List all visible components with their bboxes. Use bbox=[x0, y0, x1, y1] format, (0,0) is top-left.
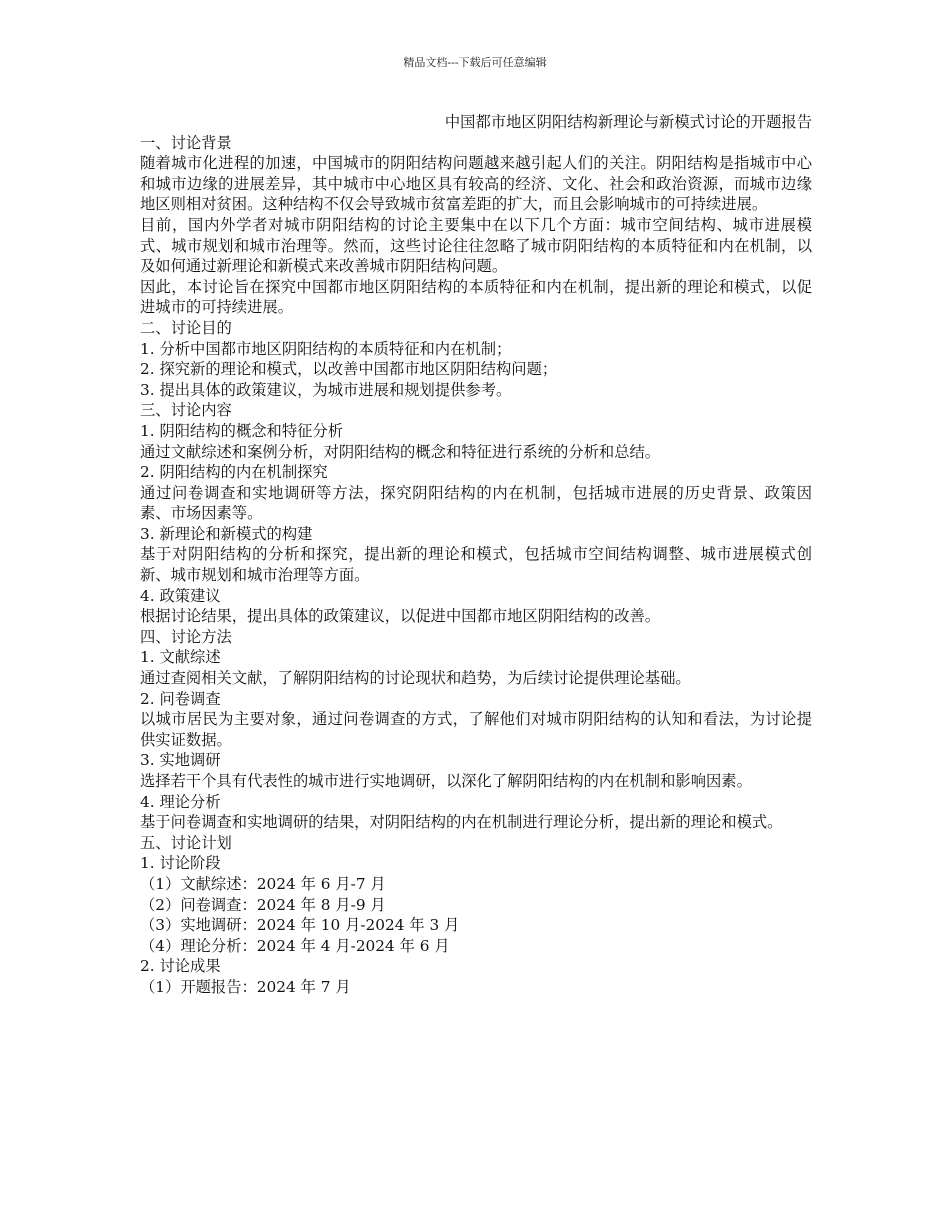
paragraph: 基于问卷调查和实地调研的结果，对阴阳结构的内在机制进行理论分析，提出新的理论和模式。 bbox=[140, 813, 783, 832]
text-line: 2. 阴阳结构的内在机制探究 bbox=[140, 463, 328, 482]
text-line: 1. 文献综述 bbox=[140, 648, 221, 667]
text-line: 2. 讨论成果 bbox=[140, 957, 221, 976]
text-line: 五、讨论计划 bbox=[140, 833, 232, 852]
paragraph: 随着城市化进程的加速，中国城市的阴阳结构问题越来越引起人们的关注。阴阳结构是指城市中心和城市边缘的进展差异，其中城市中心地区具有较高的经济、文化、社会和政治资源，而城市边缘地区则相对贫困。这种结构不仅会导致城市贫富差距的扩大，而且会影响城市的可持续进展。 bbox=[140, 154, 812, 214]
text-line: 1. 分析中国都市地区阴阳结构的本质特征和内在机制； bbox=[140, 339, 512, 358]
document-title: 中国都市地区阴阳结构新理论与新模式讨论的开题报告 bbox=[444, 113, 812, 131]
paragraph: 因此，本讨论旨在探究中国都市地区阴阳结构的本质特征和内在机制，提出新的理论和模式，以促进城市的可持续进展。 bbox=[140, 277, 812, 317]
paragraph: 目前，国内外学者对城市阴阳结构的讨论主要集中在以下几个方面：城市空间结构、城市进展模式、城市规划和城市治理等。然而，这些讨论往往忽略了城市阴阳结构的本质特征和内在机制，以及如何通过新理论和新模式来改善城市阴阳结构问题。 bbox=[140, 215, 812, 276]
text-line: 一、讨论背景 bbox=[140, 133, 232, 152]
text-line: 3. 提出具体的政策建议，为城市进展和规划提供参考。 bbox=[140, 380, 512, 399]
paragraph: 通过查阅相关文献，了解阴阳结构的讨论现状和趋势，为后续讨论提供理论基础。 bbox=[140, 669, 691, 688]
text-line: 二、讨论目的 bbox=[140, 318, 232, 337]
paragraph: 选择若干个具有代表性的城市进行实地调研，以深化了解阴阳结构的内在机制和影响因素。 bbox=[140, 772, 752, 790]
paragraph: 以城市居民为主要对象，通过问卷调查的方式，了解他们对城市阴阳结构的认知和看法，为讨论提供实证数据。 bbox=[140, 710, 812, 749]
document-content bbox=[140, 133, 812, 998]
paragraph: 通过文献综述和案例分析，对阴阳结构的概念和特征进行系统的分析和总结。 bbox=[140, 442, 661, 461]
paragraph: 根据讨论结果，提出具体的政策建议，以促进中国都市地区阴阳结构的改善。 bbox=[140, 607, 661, 626]
text-line: （2）问卷调查：2024 年 8 月-9 月 bbox=[140, 895, 386, 914]
text-line: （1）开题报告：2024 年 7 月 bbox=[140, 977, 351, 996]
text-line: 4. 政策建议 bbox=[140, 586, 221, 605]
text-line: 2. 问卷调查 bbox=[140, 689, 221, 708]
text-line: 四、讨论方法 bbox=[140, 627, 232, 646]
document-body bbox=[140, 112, 812, 998]
text-line: （4）理论分析：2024 年 4 月-2024 年 6 月 bbox=[140, 936, 450, 955]
text-line: 3. 新理论和新模式的构建 bbox=[140, 524, 313, 543]
text-line: 1. 阴阳结构的概念和特征分析 bbox=[140, 421, 344, 440]
paragraph: 通过问卷调查和实地调研等方法，探究阴阳结构的内在机制，包括城市进展的历史背景、政策因素、市场因素等。 bbox=[140, 483, 812, 523]
text-line: 3. 实地调研 bbox=[140, 751, 221, 770]
text-line: 1. 讨论阶段 bbox=[140, 854, 221, 873]
paragraph: 基于对阴阳结构的分析和探究，提出新的理论和模式，包括城市空间结构调整、城市进展模式创新、城市规划和城市治理等方面。 bbox=[140, 545, 812, 585]
text-line: （1）文献综述：2024 年 6 月-7 月 bbox=[140, 874, 386, 893]
text-line: 2. 探究新的理论和模式，以改善中国都市地区阴阳结构问题； bbox=[140, 360, 558, 379]
text-line: 4. 理论分析 bbox=[140, 792, 221, 811]
text-line: 三、讨论内容 bbox=[140, 401, 232, 420]
header-note: 精品文档---下载后可任意编辑 bbox=[403, 56, 547, 69]
text-line: （3）实地调研：2024 年 10 月-2024 年 3 月 bbox=[140, 916, 460, 935]
